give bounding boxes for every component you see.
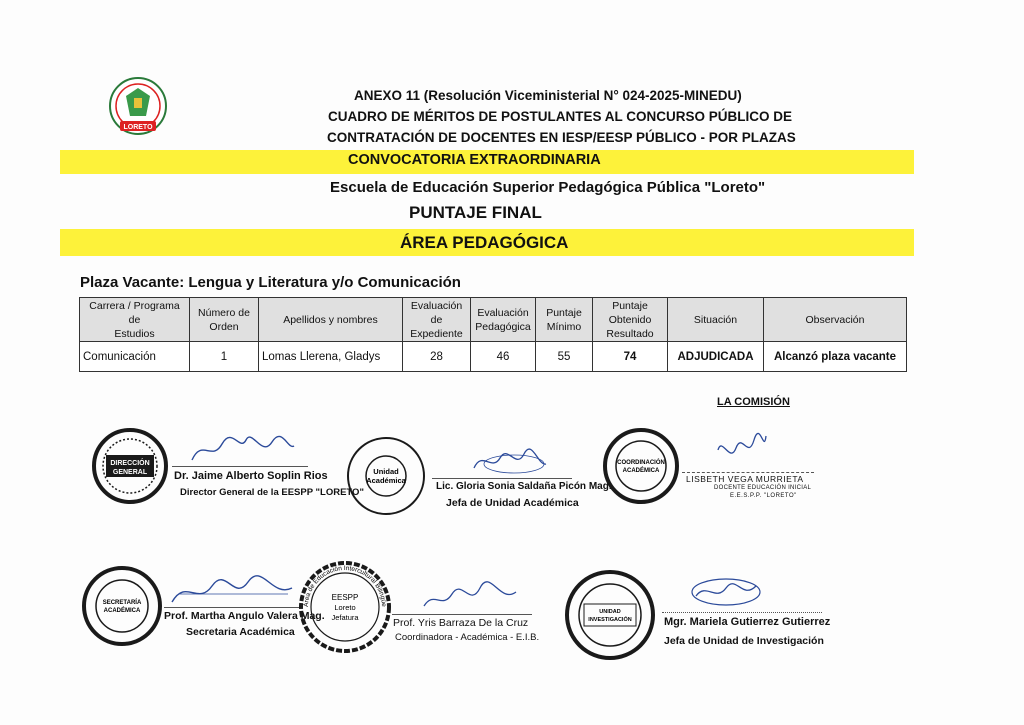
signer-name: Mgr. Mariela Gutierrez Gutierrez	[664, 616, 831, 628]
plaza-vacante: Plaza Vacante: Lengua y Literatura y/o Comunicación	[80, 274, 461, 291]
header-observacion: Observación	[764, 298, 907, 342]
signer-role: DOCENTE EDUCACIÓN INICIAL	[714, 485, 812, 491]
signer-role: Jefa de Unidad de Investigación	[664, 635, 824, 647]
cell-pedagogica: 46	[471, 342, 536, 372]
logo-label: LORETO	[123, 124, 153, 131]
area-title: ÁREA PEDAGÓGICA	[400, 233, 569, 252]
signer-name: Prof. Yris Barraza De la Cruz	[393, 617, 529, 629]
seal-text: UNIDAD	[599, 609, 621, 615]
cell-nombres: Lomas Llerena, Gladys	[259, 342, 403, 372]
header-orden: Número de Orden	[190, 298, 259, 342]
cell-orden: 1	[190, 342, 259, 372]
cell-obtenido: 74	[593, 342, 668, 372]
seal-text: Loreto	[334, 603, 356, 612]
header-nombres: Apellidos y nombres	[259, 298, 403, 342]
merit-table	[79, 297, 907, 372]
signer-name: Lic. Gloria Sonia Saldaña Picón Mag.	[436, 481, 612, 492]
loreto-logo	[106, 76, 170, 138]
signer-role: Coordinadora - Académica - E.I.B.	[395, 632, 540, 643]
table-header-row	[80, 298, 907, 342]
header-pedagogica: Evaluación Pedagógica	[471, 298, 536, 342]
signature-line	[682, 472, 814, 473]
anexo-title: ANEXO 11 (Resolución Viceministerial N° 024-2025-MINEDU)	[354, 88, 742, 103]
signer-role-institution: E.E.S.P.P. "LORETO"	[730, 493, 797, 499]
signature-scribble	[188, 432, 298, 468]
cell-expediente: 28	[403, 342, 471, 372]
seal-text: EESPP	[331, 593, 359, 602]
seal-text: DIRECCIÓN	[110, 460, 150, 467]
comision-heading: LA COMISIÓN	[717, 396, 790, 408]
title-line-1: CUADRO DE MÉRITOS DE POSTULANTES AL CONCURSO PÚBLICO DE	[328, 109, 793, 124]
seal-text: GENERAL	[112, 469, 148, 476]
seal-text: Jefatura	[331, 613, 359, 622]
seal-text: ACADÉMICA	[103, 608, 141, 614]
signature-scribble	[686, 574, 766, 610]
seal-text: Académica	[366, 476, 406, 485]
coordinacion-academica-seal	[602, 428, 680, 504]
header-carrera: Carrera / Programa de Estudios	[80, 298, 190, 342]
signature-scribble	[420, 580, 520, 616]
direccion-general-seal	[92, 428, 168, 504]
header-expediente: Evaluación de Expediente	[403, 298, 471, 342]
signer-role: Jefa de Unidad Académica	[446, 497, 579, 509]
signature-line	[662, 612, 822, 613]
cell-carrera: Comunicación	[80, 342, 190, 372]
escuela-name: Escuela de Educación Superior Pedagógica Pública "Loreto"	[330, 179, 766, 196]
header-situacion: Situación	[668, 298, 764, 342]
signature-line	[164, 607, 300, 608]
signer-role: Director General de la EESPP "LORETO"	[180, 487, 364, 498]
header-obtenido: Puntaje Obtenido Resultado	[593, 298, 668, 342]
puntaje-final-title: PUNTAJE FINAL	[409, 203, 542, 222]
signer-name: Dr. Jaime Alberto Soplin Rios	[174, 470, 328, 482]
signature-line	[432, 478, 572, 479]
convocatoria-label: CONVOCATORIA EXTRAORDINARIA	[348, 152, 601, 168]
cell-situacion: ADJUDICADA	[668, 342, 764, 372]
cell-observacion: Alcanzó plaza vacante	[764, 342, 907, 372]
seal-text: Unidad	[373, 467, 399, 476]
signature-scribble	[168, 572, 298, 612]
seal-text: COORDINACIÓN	[617, 460, 665, 466]
unidad-academica-seal	[344, 436, 428, 516]
signature-scribble	[712, 430, 772, 470]
signer-name: Prof. Martha Angulo Valera Mag.	[164, 610, 325, 622]
signature-line	[172, 466, 308, 467]
signature-line	[392, 614, 532, 615]
signer-name: LISBETH VEGA MURRIETA	[686, 474, 804, 484]
signature-scribble	[470, 446, 550, 476]
title-line-2: CONTRATACIÓN DE DOCENTES EN IESP/EESP PÚBLICO - POR PLAZAS	[327, 130, 796, 145]
secretaria-academica-seal	[82, 566, 162, 646]
signer-role: Secretaria Académica	[186, 626, 295, 638]
unidad-investigacion-seal	[564, 570, 656, 660]
seal-text: ACADÉMICA	[622, 468, 660, 474]
seal-text: SECRETARÍA	[102, 600, 142, 606]
eib-jefatura-seal	[296, 560, 394, 654]
seal-text: INVESTIGACIÓN	[588, 617, 632, 623]
table-row	[80, 342, 907, 372]
header-minimo: Puntaje Mínimo	[536, 298, 593, 342]
cell-minimo: 55	[536, 342, 593, 372]
seal-ring-text: Área de Educación Intercultural Bilingüe	[302, 564, 388, 608]
